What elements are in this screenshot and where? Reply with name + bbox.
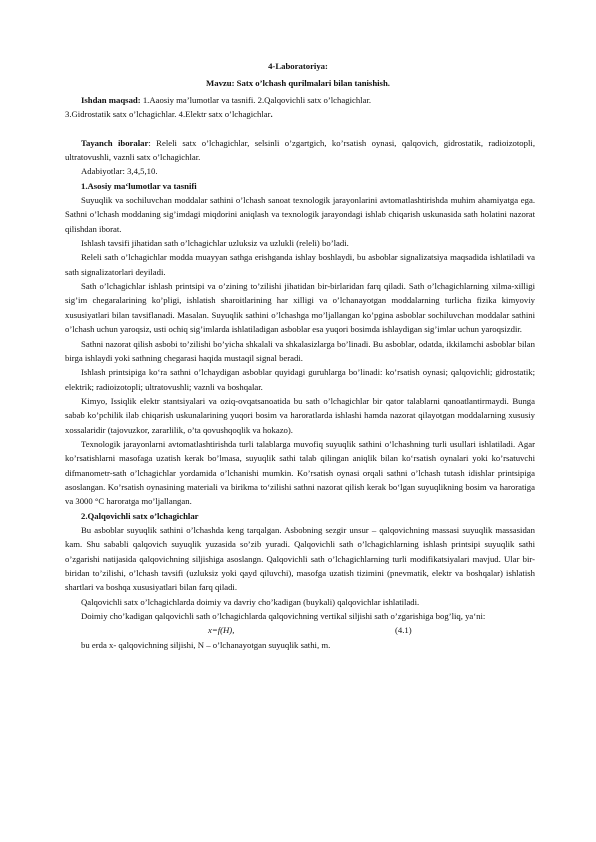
paragraph-12: bu erda x- qalqovichning siljishi, N – o’lchanayotgan suyuqlik sathi, m. xyxy=(81,639,331,650)
page-title: 4-Laboratoriya: xyxy=(268,61,328,71)
paragraph-2: Ishlash tavsifi jihatidan sath o’lchagichlar uzluksiz va uzlukli (releli) bo’ladi. xyxy=(81,238,349,249)
goal-label: Ishdan maqsad: xyxy=(81,95,141,105)
goal-end: . xyxy=(270,109,273,120)
paragraph-1: Suyuqlik va sochiluvchan moddalar sathini o’lchash sanoat texnologik jarayonlarini avtomatlashtirishda muhim ahamiyatga ega. Sathni o’lchash moddaning sig’imdagi miqdorini aniqlash va texnologik jarayondagi ishlab chiqarish uskunasida sath holatini nazorat qilishdan iborat. xyxy=(65,195,535,234)
formula-number: (4.1) xyxy=(395,625,412,636)
goal-paragraph xyxy=(65,93,535,107)
paragraph-9: Bu asboblar suyuqlik sathini o’lchashda keng tarqalgan. Asbobning sezgir unsur – qalqovichning massasi suyuqlik massasidan kam. Shu sababli qalqovich suyuqlik yuzasida so’zib yuradi. Qalqovichli sath o’lchagichlarning ishlash printsipi suyuqlik sathi o’zgarishi natijasida qalqovichning siljishiga asoslangn. Qalqovichli sath o’lchagichlarning turli modifikatsiyalari mavjud. Ular bir-biridan to’zilishi, o’lchash tavsifi (uzluksiz yoki qayd qiluvchi), masofga uzatish tizimini (pnevmatik, elektr va boshqalar) ishlatish shartlari va boshqa xususiyatlari bilan farq qiladi. xyxy=(65,524,535,593)
goal-text: 1.Aaosiy ma’lumotlar va tasnifi. 2.Qalqovichli satx o’lchagichlar. xyxy=(140,95,372,105)
paragraph-10: Qalqovichli satx o’lchagichlarda doimiy va davriy cho’kadigan (buykali) qalqovichlar ishlatiladi. xyxy=(81,596,420,607)
formula-line xyxy=(65,623,535,637)
paragraph-3: Releli sath o’lchagichlar modda muayyan sathga erishganda ishlay boshlaydi, bu asboblar signalizatsiya maqsadida ishlatiladi va sath signalizatorlari deyiladi. xyxy=(65,252,535,277)
goal-text-2: 3.Gidrostatik satx o’lchagichlar. 4.Elektr satx o’lchagichlar xyxy=(65,109,271,120)
paragraph-4: Sath o’lchagichlar ishlash printsipi va o’zining to’zilishi jihatidan bir-birlaridan farq qiladi. Sath o’lchagichlarning xilma-xilligi sig’im chegaralarining ko’pligi, ishlatish sharoitlarining har xilligi va o’lchanayotgan moddalarning turlicha fizika kimyoviy xususiyatlari bilan tavsiflanadi. Masalan. Suyuqlik sathini o’lchashga mo’ljallangan ko’pgina asboblar sochiluvchan moddalar sathini o’lchash uchun yaroqsiz, usti ochiq sig’imlarda ishlatiladigan asboblar esa yuqori bosimda ishlaydigan sig’imlar uchun yaroqsizdir. xyxy=(65,281,535,335)
section-1-heading: 1.Asosiy ma‘lumotlar va tasnifi xyxy=(81,180,197,191)
paragraph-7: Kimyo, Issiqlik elektr stantsiyalari va oziq-ovqatsanoatida bu sath o’lchagichlar bir qator talablarni qanoatlantirmaydi. Bunga sabab ko’pchilik ilab chiqarish uskunalarining yuqori bosim va haroratlarda ishlashi hamda nazorat qilayotgan moddalarning xususiy xossalaridir (tajovuzkor, zararlilik, o’ta qovushqoqlik va hokazo). xyxy=(65,395,535,435)
paragraph-6: Ishlash printsipiga ko‘ra sathni o’lchaydigan asboblar quyidagi guruhlarga bo’linadi: ko’rsatish oynasi; qalqovichli; gidrostatik; elektrik; radioizotopli; ultratovushli; vaznli va boshqalar. xyxy=(65,367,535,392)
keywords-paragraph xyxy=(65,136,535,165)
section-2-heading: 2.Qalqovichli satx o’lchagichlar xyxy=(81,510,199,521)
paragraph-5: Sathni nazorat qilish asbobi to’zilishi bo’yicha shkalali va shkalasizlarga bo’linadi. Bu asboblar, odatda, ikkilamchi asboblar bilan birga ishlaydi yoki sathning chegarasi haqida mustaqil signal beradi. xyxy=(65,338,535,363)
references: Adabiyotlar: 3,4,5,10. xyxy=(81,166,158,177)
document-body xyxy=(65,93,535,652)
keywords-label: Tayanch iboralar xyxy=(81,137,149,148)
goal-paragraph-continued xyxy=(65,107,535,121)
formula: x=f(H), xyxy=(208,625,235,636)
paragraph-11: Doimiy cho’kadigan qalqovichli sath o’lchagichlarda qalqovichning vertikal siljishi sath o’zgarishiga bog’liq, ya‘ni: xyxy=(81,611,486,622)
page-subtitle: Mavzu: Satx o’lchash qurilmalari bilan tanishish. xyxy=(206,78,390,88)
paragraph-8: Texnologik jarayonlarni avtomatlashtirishda turli talablarga muvofiq suyuqlik sathini o’lchashning turli usullari ishlatiladi. Agar ko’rsatishlarni masofaga uzatish kerak bo’lmasa, suyuqlik sathi talab qilingan aniqlik bilan ko‘rsatish oynalari yoki ko’rsatuvchi difmanometr-sath o’lchagichlar yordamida o’lchanishi mumkin. Ko’rsatish oynasi orqali sathni o’lchash tutash idishlar printsipiga asoslangan. Ko’rsatish oynasining materiali va birikma to‘zilishi sathni nazorat qilish kerak bo‘lgan suyuqlikning bosim va haroratiga va 3000 °C haroratga mo’ljallangan. xyxy=(65,438,535,507)
keywords-text: : Releli satx o’lchagichlar, selsinli o’zgartgich, ko’rsatish oynasi, qalqovich, gidrostatik, radioizotopli, ultratovushli, vaznli satx o’lchagichlar. xyxy=(65,137,535,163)
